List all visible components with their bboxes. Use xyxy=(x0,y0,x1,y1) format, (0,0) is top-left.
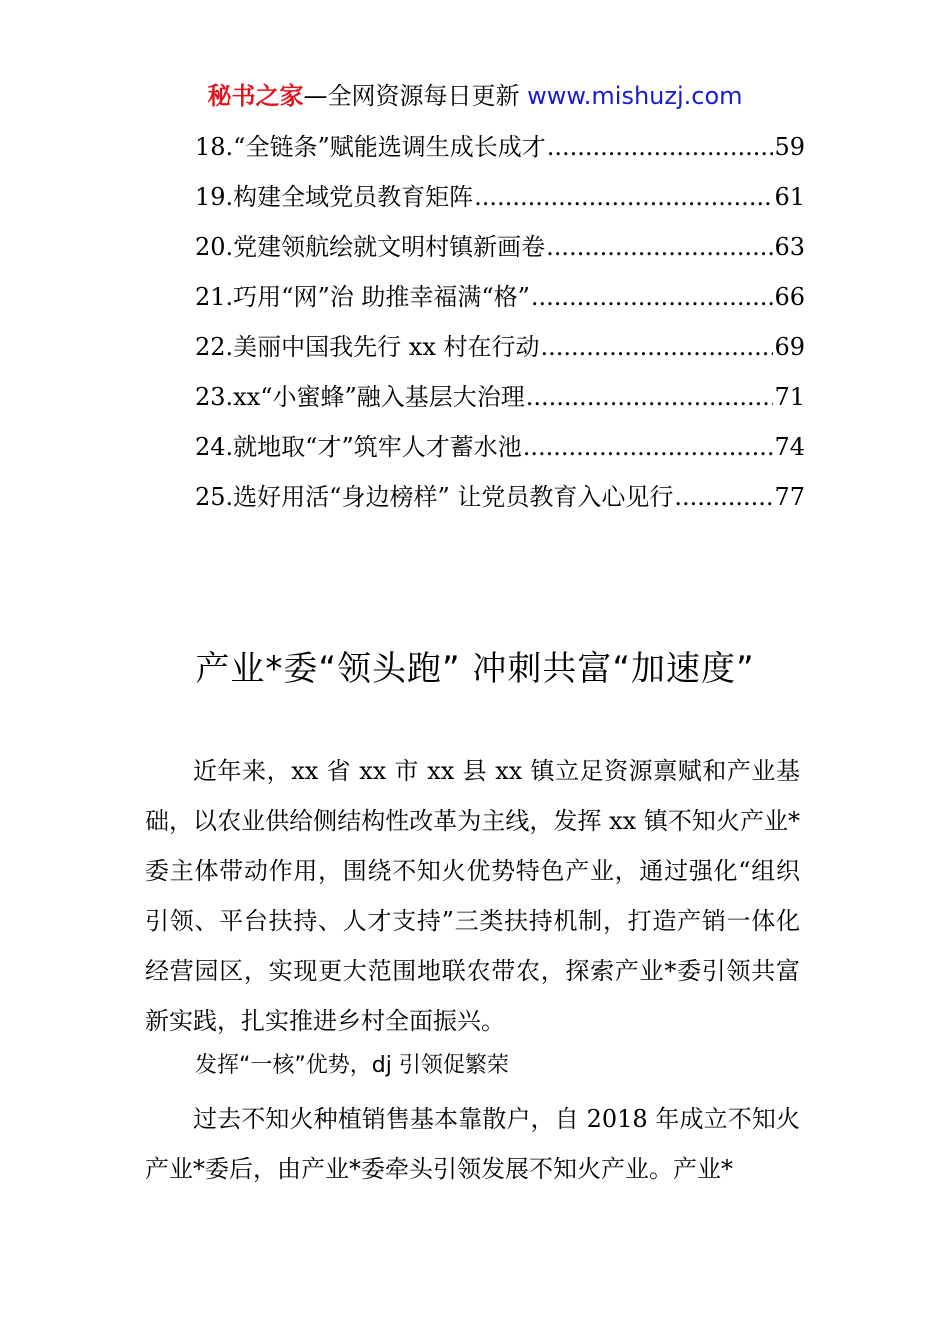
toc-entry[interactable] xyxy=(195,330,805,380)
toc-entry-page: 66 xyxy=(774,283,805,311)
toc-entry-number: 23. xyxy=(195,383,234,411)
toc-entry-number: 21. xyxy=(195,283,234,311)
toc-entry-title: 构建全域党员教育矩阵 xyxy=(233,183,474,211)
toc-entry-number: 25. xyxy=(195,483,234,511)
toc-leader-dots xyxy=(674,480,773,514)
toc-entry[interactable] xyxy=(195,130,805,180)
toc-entry[interactable] xyxy=(195,280,805,330)
toc-leader-dots xyxy=(546,230,773,264)
toc-entry-number: 18. xyxy=(195,133,234,161)
table-of-contents xyxy=(195,130,805,530)
toc-leader-dots xyxy=(474,180,773,214)
toc-entry[interactable] xyxy=(195,180,805,230)
toc-entry-page: 74 xyxy=(774,433,805,461)
toc-entry-number: 22. xyxy=(195,333,234,361)
site-brand: 秘书之家 xyxy=(207,82,304,110)
toc-entry-title: 选好用活“身边榜样” 让党员教育入心见行 xyxy=(233,483,674,511)
article-subheading: 发挥“一核”优势，dj 引领促繁荣 xyxy=(195,1053,509,1078)
toc-leader-dots xyxy=(541,330,774,364)
article-paragraph: 过去不知火种植销售基本靠散户，自 2018 年成立不知火产业*委后，由产业*委牵头引领发展不知火产业。产业* xyxy=(145,1105,800,1183)
toc-entry-title: “全链条”赋能选调生成长成才 xyxy=(233,133,546,161)
toc-entry-page: 77 xyxy=(774,483,805,511)
toc-entry-page: 63 xyxy=(774,233,805,261)
toc-entry-title: 美丽中国我先行 xx 村在行动 xyxy=(233,333,540,361)
toc-entry-number: 19. xyxy=(195,183,234,211)
toc-entry[interactable] xyxy=(195,230,805,280)
toc-leader-dots xyxy=(523,430,774,464)
toc-entry-title: 就地取“才”筑牢人才蓄水池 xyxy=(233,433,522,461)
toc-entry[interactable] xyxy=(195,380,805,430)
toc-entry-page: 71 xyxy=(774,383,805,411)
toc-entry[interactable] xyxy=(195,480,805,530)
toc-leader-dots xyxy=(547,130,774,164)
article-paragraph: 近年来，xx 省 xx 市 xx 县 xx 镇立足资源禀赋和产业基础，以农业供给侧结构性改革为主线，发挥 xx 镇不知火产业*委主体带动作用，围绕不知火优势特色产业，通过强化“组织引领、平台扶持、人才支持”三类扶持机制，打造产销一体化经营园区，实现更大范围地联农带农，探索产业*委引领共富新实践，扎实推进乡村全面振兴。 xyxy=(145,757,800,1035)
site-url-link[interactable]: www.mishuzj.com xyxy=(527,82,743,110)
toc-entry-title: 巧用“网”治 助推幸福满“格” xyxy=(233,283,530,311)
article-title: 产业*委“领头跑” 冲刺共富“加速度” xyxy=(195,649,755,689)
toc-entry-number: 20. xyxy=(195,233,234,261)
toc-entry-title: 党建领航绘就文明村镇新画卷 xyxy=(233,233,546,261)
toc-entry-page: 59 xyxy=(774,133,805,161)
toc-entry[interactable] xyxy=(195,430,805,480)
site-tagline: —全网资源每日更新 xyxy=(303,82,520,110)
site-header xyxy=(0,80,950,112)
toc-entry-page: 69 xyxy=(774,333,805,361)
toc-leader-dots xyxy=(531,280,774,314)
toc-entry-number: 24. xyxy=(195,433,234,461)
toc-leader-dots xyxy=(526,380,774,414)
toc-entry-title: xx“小蜜蜂”融入基层大治理 xyxy=(233,383,525,411)
toc-entry-page: 61 xyxy=(774,183,805,211)
